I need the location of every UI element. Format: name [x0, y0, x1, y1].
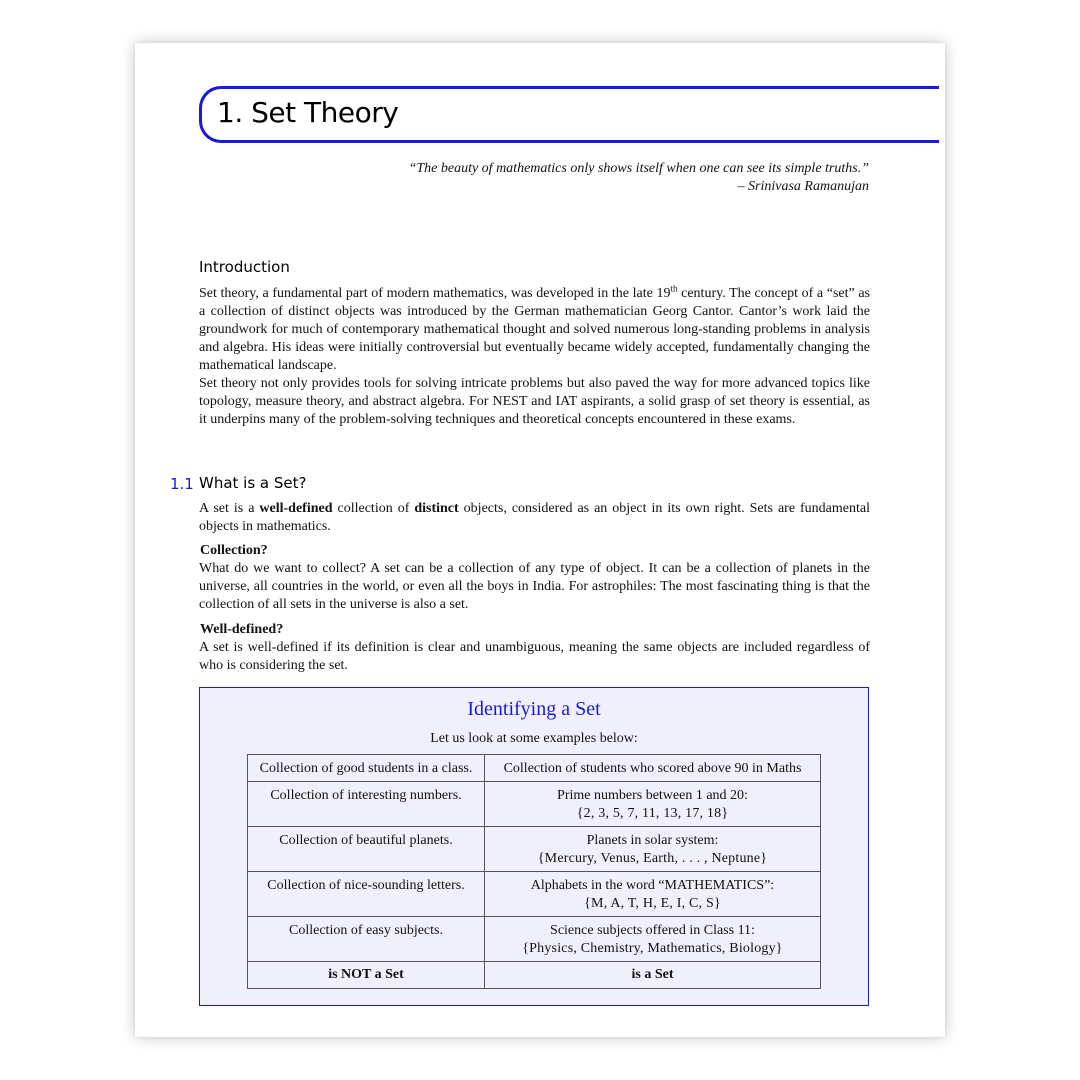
- is-set-cell: [485, 755, 821, 782]
- def-well-defined: well-defined: [259, 501, 333, 516]
- intro-p1-sup: th: [670, 283, 678, 294]
- table-row: [248, 917, 821, 962]
- is-set-description: Planets in solar system:: [586, 833, 719, 848]
- set-definition-text: [199, 500, 870, 536]
- not-set-cell: Collection of good students in a class.: [248, 755, 485, 782]
- intro-heading: Introduction: [199, 258, 290, 276]
- table-row: [248, 872, 821, 917]
- is-set-cell: [485, 917, 821, 962]
- identifying-set-box: [199, 687, 869, 1006]
- table-row: [248, 755, 821, 782]
- well-defined-heading: Well-defined?: [200, 622, 284, 637]
- footer-is-set: is a Set: [485, 962, 821, 989]
- is-set-cell: [485, 827, 821, 872]
- intro-p1-text: Set theory, a fundamental part of modern mathematics, was developed in the late 19: [199, 286, 671, 301]
- epigraph-author: – Srinivasa Ramanujan: [737, 179, 869, 194]
- intro-paragraph-2: Set theory not only provides tools for solving intricate problems but also paved the way for more advanced topics like topology, measure theory, and abstract algebra. For NEST and IAT aspirants, a solid grasp of set theory is essential, as it underpins many of the problem-solving techniques and theoretical concepts encountered in these exams.: [199, 376, 870, 427]
- not-set-cell: Collection of interesting numbers.: [248, 782, 485, 827]
- footer-not-set: is NOT a Set: [248, 962, 485, 989]
- is-set-description: Alphabets in the word “MATHEMATICS”:: [530, 878, 775, 893]
- section-number: 1.1: [170, 475, 194, 493]
- not-set-cell: Collection of beautiful planets.: [248, 827, 485, 872]
- def-part-b: collection of: [332, 501, 415, 516]
- not-set-cell: Collection of easy subjects.: [248, 917, 485, 962]
- collection-text: What do we want to collect? A set can be a collection of any type of object. It can be a collection of planets in the universe, all countries in the world, or even all the boys in India. For astrophiles: The most fascinating thing is that the collection of all sets in the universe is also a set.: [199, 561, 870, 612]
- callout-subtitle: Let us look at some examples below:: [430, 731, 638, 746]
- intro-body: [199, 285, 870, 429]
- section-title: What is a Set?: [199, 474, 307, 492]
- is-set-cell: [485, 782, 821, 827]
- is-set-description: Science subjects offered in Class 11:: [550, 923, 755, 938]
- set-definition: [199, 500, 870, 536]
- def-part-c: objects, considered as an object in its own right. Sets are fundamental objects in mathematics.: [199, 501, 870, 534]
- is-set-elements: {M, A, T, H, E, I, C, S}: [584, 896, 721, 911]
- intro-paragraph-1: [199, 285, 870, 375]
- table-footer-row: [248, 962, 821, 989]
- table-row: [248, 827, 821, 872]
- callout-title: Identifying a Set: [467, 698, 601, 720]
- epigraph-quote: “The beauty of mathematics only shows itself when one can see its simple truths.”: [408, 161, 869, 176]
- def-part-a: A set is a: [199, 501, 260, 516]
- is-set-elements: {Physics, Chemistry, Mathematics, Biology}: [522, 941, 783, 956]
- set-examples-table: [247, 754, 821, 989]
- table-row: [248, 782, 821, 827]
- not-set-cell: Collection of nice-sounding letters.: [248, 872, 485, 917]
- intro-p1-text-cont: century. The concept of a “set” as a collection of distinct objects was introduced by the German mathematician Georg Cantor. Cantor’s work laid the groundwork for much of contemporary mathematical thought and solved numerous long-standing problems in analysis and algebra. His ideas were initially controversial but eventually became widely accepted, fundamentally changing the mathematical landscape.: [199, 286, 870, 373]
- is-set-elements: {Mercury, Venus, Earth, . . . , Neptune}: [537, 851, 768, 866]
- is-set-elements: {2, 3, 5, 7, 11, 13, 17, 18}: [576, 806, 729, 821]
- collection-heading: Collection?: [200, 543, 268, 558]
- chapter-title: 1. Set Theory: [217, 96, 399, 129]
- is-set-description: Prime numbers between 1 and 20:: [557, 788, 748, 803]
- is-set-description: Collection of students who scored above 90 in Maths: [503, 761, 802, 776]
- is-set-cell: [485, 872, 821, 917]
- def-distinct: distinct: [414, 501, 459, 516]
- epigraph: [309, 160, 869, 196]
- well-defined-text: A set is well-defined if its definition is clear and unambiguous, meaning the same objects are included regardless of who is considering the set.: [199, 640, 870, 673]
